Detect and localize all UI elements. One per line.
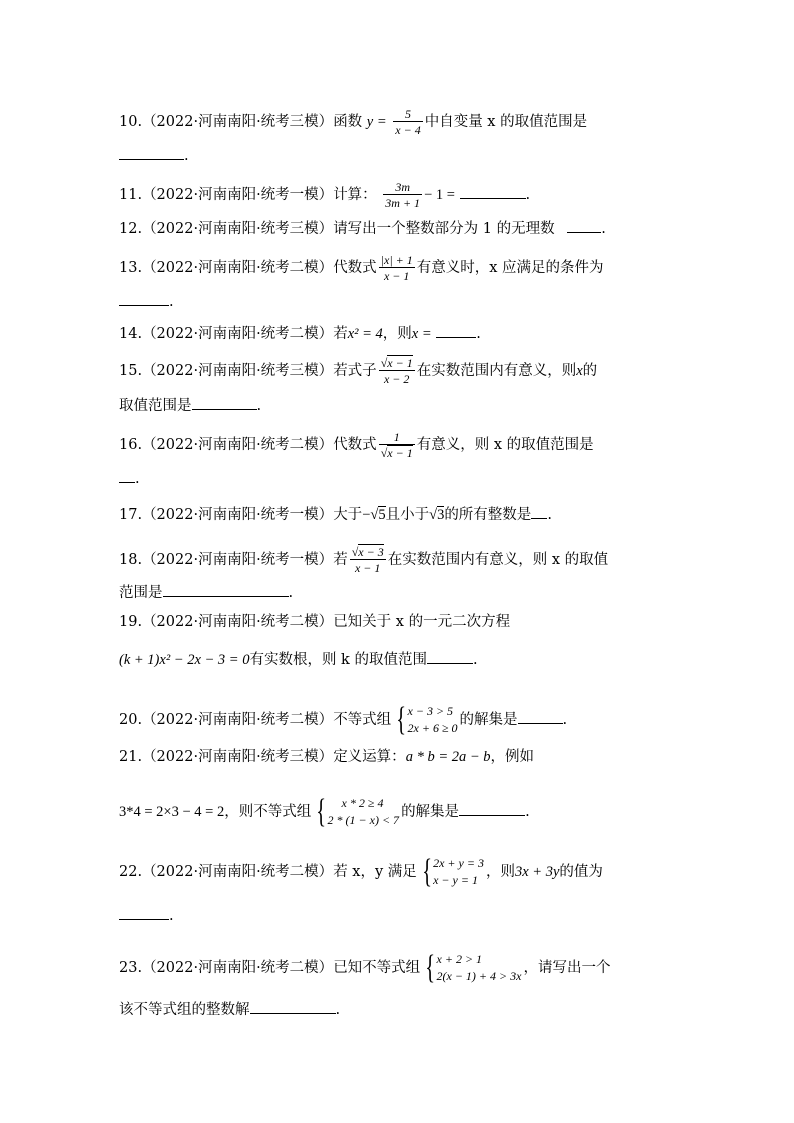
question-18: 18.（2022·河南南阳·统考一模）若 $\frac{√x - 3}{x - 1}$ 在实数范围内有意义，则 x 的取值 [119,545,609,575]
answer-line: . [119,905,174,925]
answer-blank[interactable] [427,649,473,664]
answer-blank[interactable] [119,905,169,920]
fraction: $\frac{|x| + 1}{x - 1}$ [380,253,413,283]
answer-blank[interactable] [119,291,169,306]
question-19: 19.（2022·河南南阳·统考二模）已知关于 x 的一元二次方程 [119,614,511,630]
answer-line: . [119,145,189,165]
question-15-line2: 取值范围是 . [119,395,261,415]
answer-blank[interactable] [192,395,257,410]
answer-blank[interactable] [460,184,526,199]
question-15: 15.（2022·河南南阳·统考三模）若式子 $\frac{√x - 1}{x - 2}$ 在实数范围内有意义，则x的 [119,356,598,386]
answer-line: . [119,468,140,488]
fraction: $\frac{1}{√x - 1}$ [380,430,413,460]
question-20: 20.（2022·河南南阳·统考二模）不等式组 { x − 3 > 5 2x + 6 ≥ 0 的解集是 . [119,701,568,738]
fraction: $\frac{√x - 1}{x - 2}$ [380,356,413,386]
function-lhs: y = [366,114,387,130]
answer-blank[interactable] [459,801,525,816]
question-22: 22.（2022·河南南阳·统考二模）若 x，y 满足 { 2x + y = 3 x − y = 1 ，则3x + 3y的值为 [119,853,603,890]
answer-blank[interactable] [436,323,476,338]
question-14: 14.（2022·河南南阳·统考二模）若x² = 4，则x = . [119,323,481,343]
answer-blank[interactable] [531,504,547,519]
question-21-line2: 3*4 = 2×3 − 4 = 2，则不等式组 { x * 2 ≥ 4 2 * (1 − x) < 7 的解集是 . [119,793,530,830]
question-21: 21.（2022·河南南阳·统考三模）定义运算：a * b = 2a − b，例如 [119,749,535,765]
question-23: 23.（2022·河南南阳·统考二模）已知不等式组 { x + 2 > 1 2(x − 1) + 4 > 3x ，请写出一个 [119,949,611,986]
question-13: 13.（2022·河南南阳·统考二模）代数式 $\frac{|x| + 1}{x - 1}$ 有意义时，x 应满足的条件为 [119,253,604,283]
question-17: 17.（2022·河南南阳·统考一模）大于−√5且小于√3的所有整数是 . [119,504,552,524]
answer-blank[interactable] [119,145,184,160]
question-19-line2: (k + 1)x² − 2x − 3 = 0有实数根，则 k 的取值范围 . [119,649,478,669]
question-10: 10.（2022·河南南阳·统考三模）函数 y = $\frac{5}{x - 4}$ 中自变量 x 的取值范围是 [119,107,588,137]
question-12: 12.（2022·河南南阳·统考三模）请写出一个整数部分为 1 的无理数 . [119,218,606,238]
fraction: $\frac{5}{x - 4}$ [395,107,421,137]
fraction: $\frac{3m}{3m + 1}$ [385,180,421,210]
answer-line: . [119,291,174,311]
inequality-system: { x − 3 > 5 2x + 6 ≥ 0 [396,701,458,738]
answer-blank[interactable] [518,709,563,724]
answer-blank[interactable] [163,582,289,597]
question-11: 11.（2022·河南南阳·统考一模）计算： $\frac{3m}{3m + 1}$ − 1 = . [119,180,531,210]
answer-blank[interactable] [119,468,135,483]
question-16: 16.（2022·河南南阳·统考二模）代数式 $\frac{1}{√x - 1}$ 有意义，则 x 的取值范围是 [119,430,594,460]
inequality-system: { x * 2 ≥ 4 2 * (1 − x) < 7 [316,793,400,830]
fraction: $\frac{√x - 3}{x - 1}$ [351,545,384,575]
question-18-line2: 范围是 . [119,582,293,602]
equation-system: { 2x + y = 3 x − y = 1 [422,853,484,890]
answer-blank[interactable] [567,218,601,233]
question-23-line2: 该不等式组的整数解 . [119,999,340,1019]
inequality-system: { x + 2 > 1 2(x − 1) + 4 > 3x [425,949,522,986]
answer-blank[interactable] [250,999,336,1014]
